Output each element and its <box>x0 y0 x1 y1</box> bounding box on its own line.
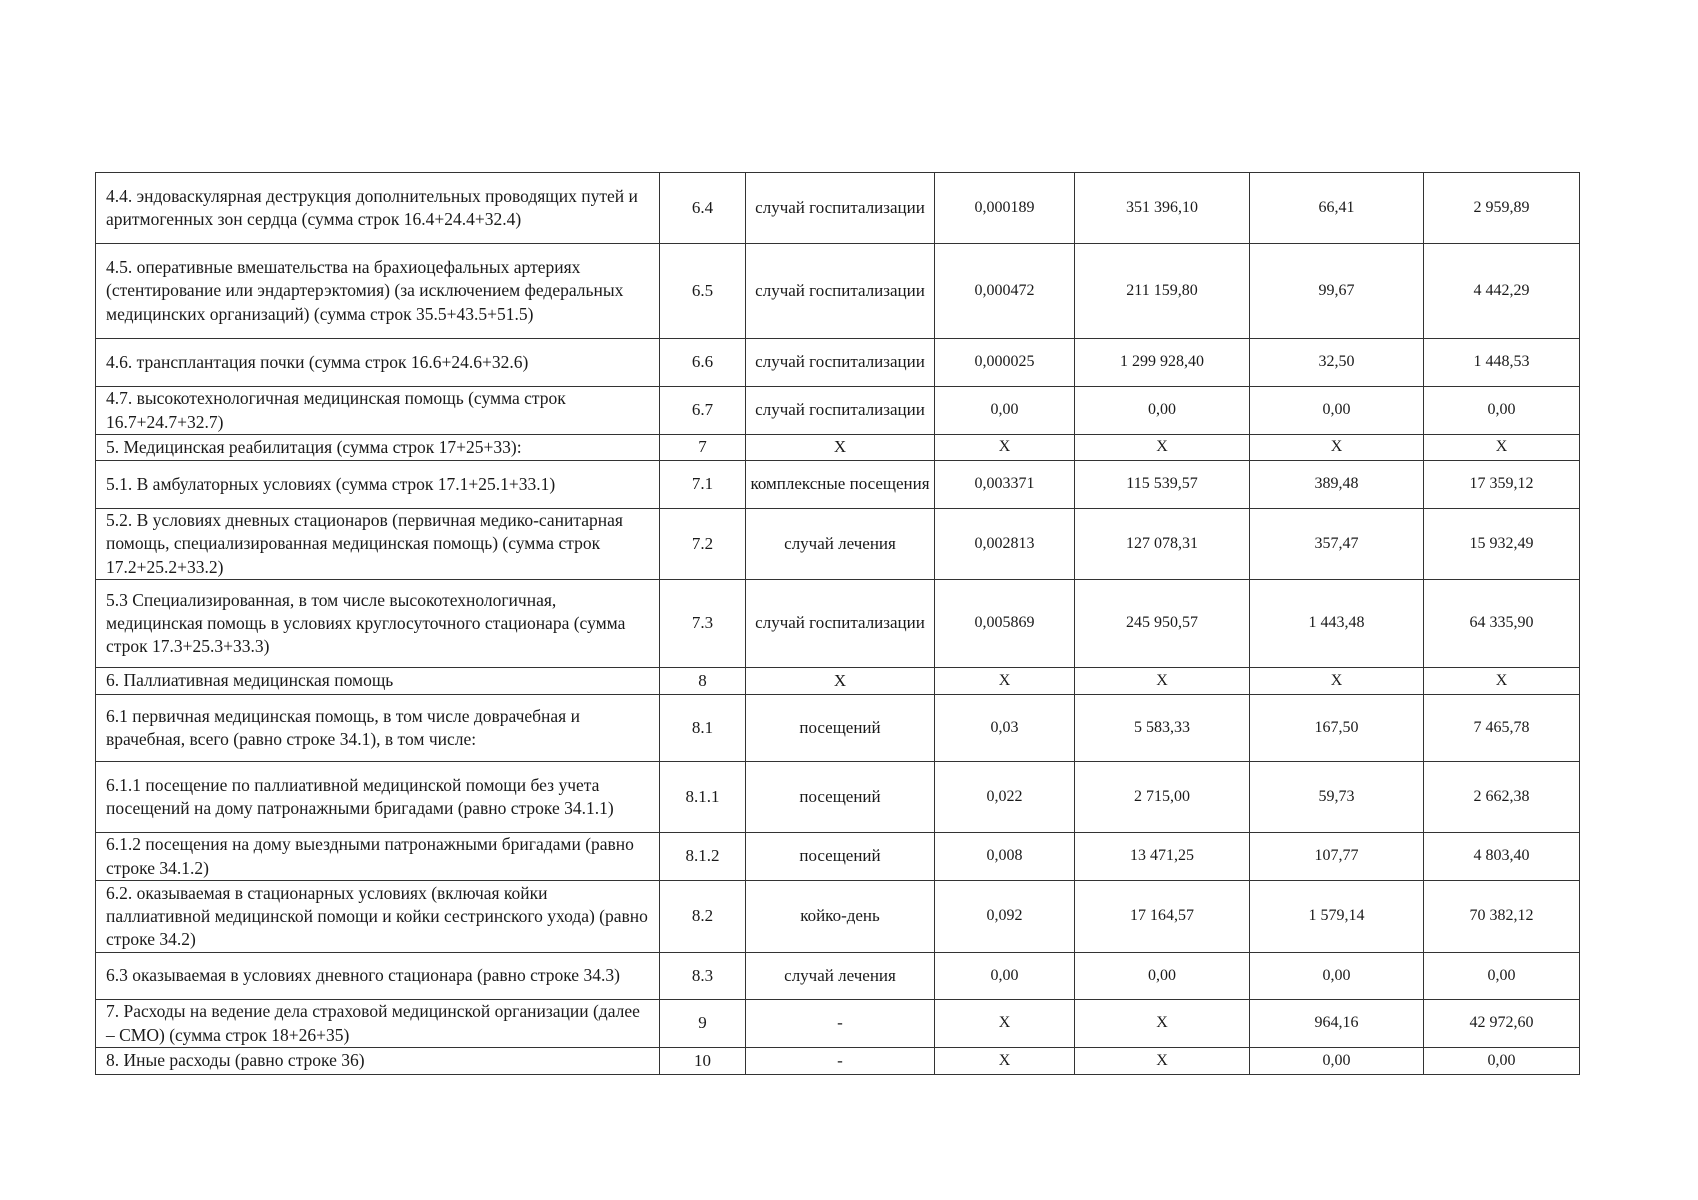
table-row <box>96 173 1580 244</box>
row-cost: 245 950,57 <box>1075 580 1250 668</box>
row-per-capita: 1 579,14 <box>1250 881 1424 953</box>
row-per-capita: X <box>1250 668 1424 695</box>
row-code: 9 <box>660 1000 746 1048</box>
row-name: 4.7. высокотехнологичная медицинская помощь (сумма строк 16.7+24.7+32.7) <box>96 387 660 435</box>
table-row <box>96 668 1580 695</box>
row-norm: 0,000025 <box>935 339 1075 387</box>
row-norm: X <box>935 1048 1075 1075</box>
row-code: 7.2 <box>660 509 746 580</box>
row-code: 6.6 <box>660 339 746 387</box>
row-name: 6.2. оказываемая в стационарных условиях (включая койки паллиативной медицинской помощи и койки сестринского ухода) (равно строке 34.2) <box>96 881 660 953</box>
table-row <box>96 580 1580 668</box>
row-cost: 211 159,80 <box>1075 244 1250 339</box>
row-total: 4 803,40 <box>1424 833 1580 881</box>
row-norm: X <box>935 668 1075 695</box>
row-name: 8. Иные расходы (равно строке 36) <box>96 1048 660 1075</box>
row-name: 6.1.1 посещение по паллиативной медицинской помощи без учета посещений на дому патронажными бригадами (равно строке 34.1.1) <box>96 762 660 833</box>
row-unit: - <box>746 1048 935 1075</box>
row-norm: 0,00 <box>935 387 1075 435</box>
row-norm: 0,03 <box>935 695 1075 762</box>
row-per-capita: 167,50 <box>1250 695 1424 762</box>
row-total: 15 932,49 <box>1424 509 1580 580</box>
row-unit: посещений <box>746 833 935 881</box>
table-row <box>96 953 1580 1000</box>
row-unit: посещений <box>746 762 935 833</box>
row-code: 8.1 <box>660 695 746 762</box>
row-name: 4.5. оперативные вмешательства на брахиоцефальных артериях (стентирование или эндартерэктомия) (за исключением федеральных медицинских организаций) (сумма строк 35.5+43.5+51.5) <box>96 244 660 339</box>
table-row <box>96 1048 1580 1075</box>
row-name: 5.1. В амбулаторных условиях (сумма строк 17.1+25.1+33.1) <box>96 461 660 509</box>
row-unit: X <box>746 435 935 461</box>
row-code: 8 <box>660 668 746 695</box>
row-unit: случай лечения <box>746 509 935 580</box>
row-total: 42 972,60 <box>1424 1000 1580 1048</box>
row-unit: случай госпитализации <box>746 173 935 244</box>
row-code: 8.1.2 <box>660 833 746 881</box>
row-per-capita: 99,67 <box>1250 244 1424 339</box>
row-cost: X <box>1075 435 1250 461</box>
row-total: 4 442,29 <box>1424 244 1580 339</box>
row-norm: 0,002813 <box>935 509 1075 580</box>
row-cost: 351 396,10 <box>1075 173 1250 244</box>
row-unit: посещений <box>746 695 935 762</box>
table-row <box>96 435 1580 461</box>
row-total: X <box>1424 668 1580 695</box>
row-per-capita: 59,73 <box>1250 762 1424 833</box>
row-name: 6. Паллиативная медицинская помощь <box>96 668 660 695</box>
row-per-capita: 964,16 <box>1250 1000 1424 1048</box>
row-total: 64 335,90 <box>1424 580 1580 668</box>
row-total: 1 448,53 <box>1424 339 1580 387</box>
table-row <box>96 1000 1580 1048</box>
row-norm: X <box>935 1000 1075 1048</box>
table-row <box>96 833 1580 881</box>
table-row <box>96 244 1580 339</box>
row-total: 7 465,78 <box>1424 695 1580 762</box>
table-row <box>96 695 1580 762</box>
row-cost: 2 715,00 <box>1075 762 1250 833</box>
row-norm: X <box>935 435 1075 461</box>
row-cost: X <box>1075 668 1250 695</box>
row-unit: случай госпитализации <box>746 387 935 435</box>
row-per-capita: 389,48 <box>1250 461 1424 509</box>
row-total: 17 359,12 <box>1424 461 1580 509</box>
row-unit: - <box>746 1000 935 1048</box>
row-per-capita: 0,00 <box>1250 1048 1424 1075</box>
row-cost: 0,00 <box>1075 387 1250 435</box>
row-per-capita: 357,47 <box>1250 509 1424 580</box>
row-name: 6.1.2 посещения на дому выездными патронажными бригадами (равно строке 34.1.2) <box>96 833 660 881</box>
row-total: 0,00 <box>1424 1048 1580 1075</box>
row-name: 7. Расходы на ведение дела страховой медицинской организации (далее – СМО) (сумма строк 18+26+35) <box>96 1000 660 1048</box>
row-unit: комплексные посещения <box>746 461 935 509</box>
row-norm: 0,022 <box>935 762 1075 833</box>
row-name: 4.6. трансплантация почки (сумма строк 16.6+24.6+32.6) <box>96 339 660 387</box>
row-norm: 0,00 <box>935 953 1075 1000</box>
row-name: 4.4. эндоваскулярная деструкция дополнительных проводящих путей и аритмогенных зон сердца (сумма строк 16.4+24.4+32.4) <box>96 173 660 244</box>
row-name: 6.3 оказываемая в условиях дневного стационара (равно строке 34.3) <box>96 953 660 1000</box>
table-row <box>96 339 1580 387</box>
row-total: 0,00 <box>1424 387 1580 435</box>
row-cost: 0,00 <box>1075 953 1250 1000</box>
row-norm: 0,092 <box>935 881 1075 953</box>
row-cost: 115 539,57 <box>1075 461 1250 509</box>
table-row <box>96 509 1580 580</box>
row-name: 6.1 первичная медицинская помощь, в том числе доврачебная и врачебная, всего (равно строке 34.1), в том числе: <box>96 695 660 762</box>
row-norm: 0,005869 <box>935 580 1075 668</box>
row-unit: случай госпитализации <box>746 580 935 668</box>
row-code: 8.3 <box>660 953 746 1000</box>
row-cost: X <box>1075 1048 1250 1075</box>
row-code: 6.4 <box>660 173 746 244</box>
row-norm: 0,000472 <box>935 244 1075 339</box>
row-norm: 0,000189 <box>935 173 1075 244</box>
data-table <box>95 172 1580 1075</box>
row-unit: случай лечения <box>746 953 935 1000</box>
row-name: 5.2. В условиях дневных стационаров (первичная медико-санитарная помощь, специализированная медицинская помощь) (сумма строк 17.2+25.2+33.2) <box>96 509 660 580</box>
table-row <box>96 387 1580 435</box>
row-name: 5. Медицинская реабилитация (сумма строк 17+25+33): <box>96 435 660 461</box>
row-cost: 17 164,57 <box>1075 881 1250 953</box>
row-code: 8.1.1 <box>660 762 746 833</box>
row-per-capita: 32,50 <box>1250 339 1424 387</box>
row-total: X <box>1424 435 1580 461</box>
row-name: 5.3 Специализированная, в том числе высокотехнологичная, медицинская помощь в условиях круглосуточного стационара (сумма строк 17.3+25.3+33.3) <box>96 580 660 668</box>
row-unit: случай госпитализации <box>746 244 935 339</box>
row-code: 7.3 <box>660 580 746 668</box>
row-per-capita: 1 443,48 <box>1250 580 1424 668</box>
row-norm: 0,003371 <box>935 461 1075 509</box>
row-code: 8.2 <box>660 881 746 953</box>
row-unit: койко-день <box>746 881 935 953</box>
row-per-capita: 0,00 <box>1250 387 1424 435</box>
row-code: 6.7 <box>660 387 746 435</box>
row-total: 2 662,38 <box>1424 762 1580 833</box>
row-code: 7 <box>660 435 746 461</box>
row-norm: 0,008 <box>935 833 1075 881</box>
row-code: 7.1 <box>660 461 746 509</box>
row-total: 0,00 <box>1424 953 1580 1000</box>
row-per-capita: 107,77 <box>1250 833 1424 881</box>
row-code: 10 <box>660 1048 746 1075</box>
row-total: 2 959,89 <box>1424 173 1580 244</box>
table-row <box>96 461 1580 509</box>
row-cost: 13 471,25 <box>1075 833 1250 881</box>
row-cost: 127 078,31 <box>1075 509 1250 580</box>
row-unit: случай госпитализации <box>746 339 935 387</box>
row-per-capita: 66,41 <box>1250 173 1424 244</box>
table-row <box>96 762 1580 833</box>
row-per-capita: X <box>1250 435 1424 461</box>
row-cost: 1 299 928,40 <box>1075 339 1250 387</box>
row-per-capita: 0,00 <box>1250 953 1424 1000</box>
table-row <box>96 881 1580 953</box>
row-cost: X <box>1075 1000 1250 1048</box>
row-code: 6.5 <box>660 244 746 339</box>
row-total: 70 382,12 <box>1424 881 1580 953</box>
row-cost: 5 583,33 <box>1075 695 1250 762</box>
row-unit: X <box>746 668 935 695</box>
